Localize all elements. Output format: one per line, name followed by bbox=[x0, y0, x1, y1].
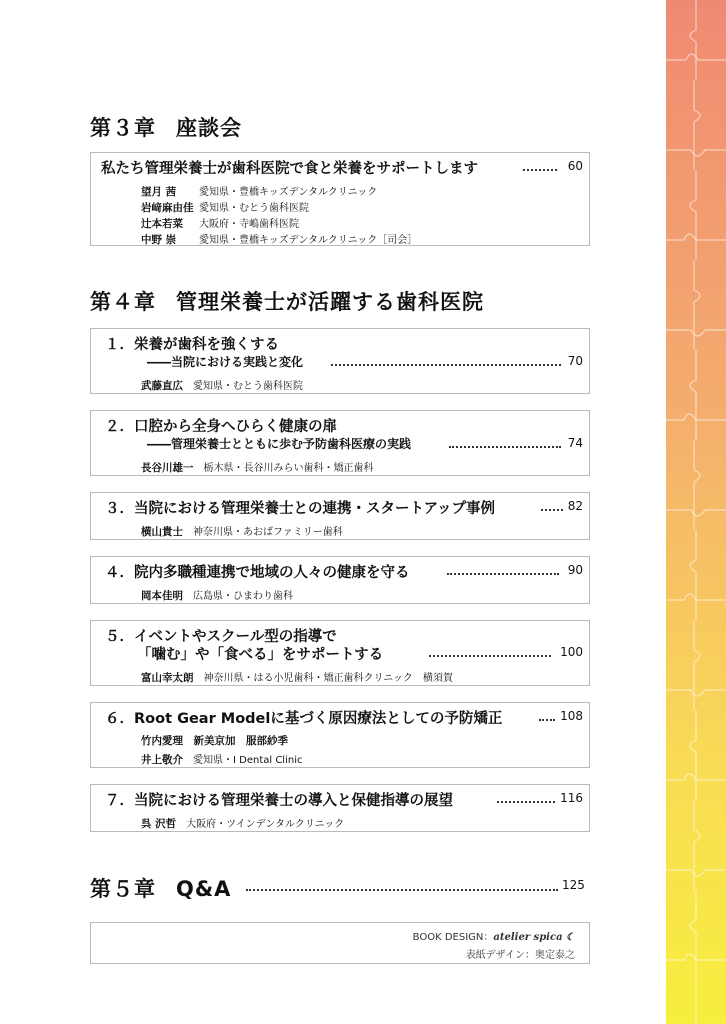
author-line: 武藤直広 愛知県・むとう歯科医院 bbox=[141, 380, 303, 392]
toc-entry-2[interactable] bbox=[90, 410, 590, 476]
cover-design-credit: 表紙デザイン：奥定泰之 bbox=[465, 950, 575, 961]
leader-dots bbox=[497, 801, 555, 803]
leader-dots bbox=[246, 889, 558, 891]
entry-title: ３．当院における管理栄養士との連携・スタートアップ事例 bbox=[105, 501, 496, 517]
page-number: 100 bbox=[560, 645, 583, 659]
chapter-number: 第３章 bbox=[90, 116, 156, 140]
author-line: 辻本若菜 大阪府・寺嶋歯科医院 bbox=[141, 218, 299, 230]
toc-entry-1[interactable] bbox=[90, 328, 590, 394]
chapter-number: 第４章 bbox=[90, 290, 156, 314]
entry-title: ７．当院における管理栄養士の導入と保健指導の展望 bbox=[105, 793, 453, 809]
toc-entry-5[interactable] bbox=[90, 620, 590, 686]
entry-title: ２．口腔から全身へひらく健康の扉 bbox=[105, 419, 337, 435]
page-number: 116 bbox=[560, 791, 583, 805]
entry-title-line-2: 「噛む」や「食べる」をサポートする bbox=[137, 647, 384, 663]
puzzle-pattern-icon bbox=[666, 0, 726, 1024]
page-number: 125 bbox=[562, 878, 585, 892]
chapter-title: 座談会 bbox=[176, 116, 242, 140]
author-line: 中野 崇 愛知県・豊橋キッズデンタルクリニック［司会］ bbox=[141, 234, 418, 246]
leader-dots bbox=[539, 719, 555, 721]
author-line: 呉 沢哲 大阪府・ツインデンタルクリニック bbox=[141, 818, 345, 830]
toc-entry-4[interactable] bbox=[90, 556, 590, 604]
toc-entry-roundtable[interactable] bbox=[90, 152, 590, 246]
entry-title: ５．イベントやスクール型の指導で bbox=[105, 629, 337, 645]
leader-dots bbox=[523, 169, 557, 171]
chapter-3-heading bbox=[90, 112, 242, 142]
leader-dots bbox=[447, 573, 559, 575]
chapter-4-heading bbox=[90, 286, 484, 316]
author-line: 井上敬介 愛知県・I Dental Clinic bbox=[141, 754, 303, 766]
toc-entry-6[interactable] bbox=[90, 702, 590, 768]
page-number: 70 bbox=[567, 354, 583, 368]
leader-dots bbox=[331, 364, 561, 366]
chapter-title: Q&A bbox=[176, 877, 232, 901]
atelier-spica-logo: atelier spica ☾ bbox=[493, 932, 575, 943]
entry-title: ４．院内多職種連携で地域の人々の健康を守る bbox=[105, 565, 410, 581]
leader-dots bbox=[541, 509, 563, 511]
author-line: 岡本佳明 広島県・ひまわり歯科 bbox=[141, 590, 293, 602]
book-design-credit: BOOK DESIGN：atelier spica ☾ bbox=[412, 932, 575, 943]
leader-dots bbox=[449, 446, 561, 448]
page-number: 82 bbox=[567, 499, 583, 513]
leader-dots bbox=[429, 655, 551, 657]
entry-title: １．栄養が歯科を強くする bbox=[105, 337, 279, 353]
entry-title: 私たち管理栄養士が歯科医院で食と栄養をサポートします bbox=[101, 161, 478, 177]
toc-entry-3[interactable] bbox=[90, 492, 590, 540]
entry-subtitle: ――当院における実践と変化 bbox=[147, 355, 304, 369]
author-line: 竹内愛理 新美京加 服部紗季 bbox=[141, 735, 288, 747]
page-number: 90 bbox=[567, 563, 583, 577]
entry-subtitle: ――管理栄養士とともに歩む予防歯科医療の実践 bbox=[147, 437, 412, 451]
chapter-5-heading[interactable] bbox=[90, 873, 231, 903]
author-line: 富山幸太朗 神奈川県・はる小児歯科・矯正歯科クリニック 横須賀 bbox=[141, 672, 453, 684]
page-number: 108 bbox=[560, 709, 583, 723]
author-line: 横山貴士 神奈川県・あおばファミリー歯科 bbox=[141, 526, 343, 538]
author-line: 長谷川雄一 栃木県・長谷川みらい歯科・矯正歯科 bbox=[141, 462, 374, 474]
chapter-number: 第５章 bbox=[90, 877, 156, 901]
entry-title: ６．Root Gear Modelに基づく原因療法としての予防矯正 bbox=[105, 711, 503, 727]
page-number: 60 bbox=[567, 159, 583, 173]
toc-entry-7[interactable] bbox=[90, 784, 590, 832]
author-line: 岩﨑麻由佳 愛知県・むとう歯科医院 bbox=[141, 202, 309, 214]
chapter-title: 管理栄養士が活躍する歯科医院 bbox=[176, 290, 484, 314]
credits-box bbox=[90, 922, 590, 964]
page-number: 74 bbox=[567, 436, 583, 450]
decorative-side-band bbox=[666, 0, 726, 1024]
author-line: 望月 茜 愛知県・豊橋キッズデンタルクリニック bbox=[141, 186, 378, 198]
